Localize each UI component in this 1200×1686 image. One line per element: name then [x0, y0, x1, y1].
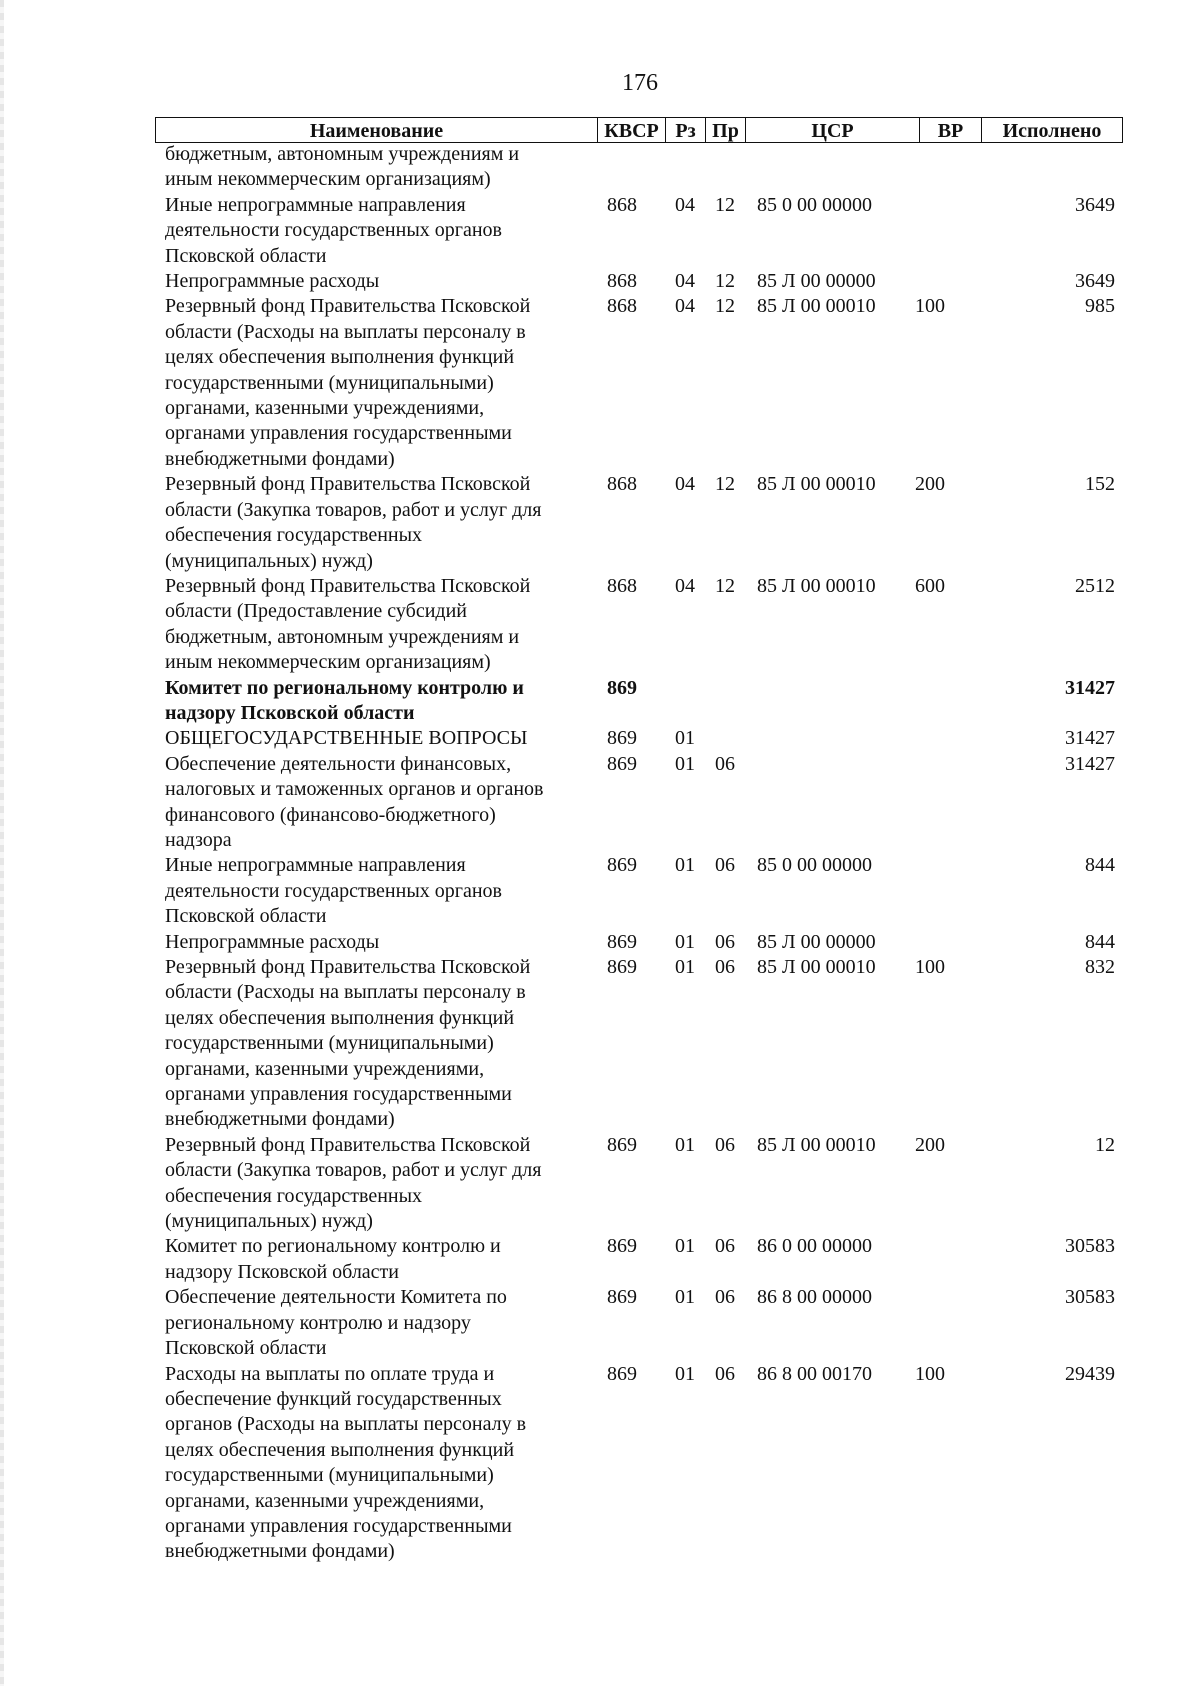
- row-name-line: (муниципальных) нужд): [165, 549, 373, 572]
- row-name-line: Обеспечение деятельности Комитета по: [165, 1286, 507, 1309]
- row-name-line: внебюджетными фондами): [165, 447, 395, 470]
- row-vr: [915, 142, 977, 193]
- row-name-line: органами управления государственными: [165, 1083, 512, 1106]
- row-rz: 04: [675, 473, 695, 496]
- row-vr: [915, 726, 977, 751]
- row-name-line: Резервный фонд Правительства Псковской: [165, 956, 531, 978]
- row-csr: 85 0 00 00000: [757, 193, 872, 216]
- table-row: [165, 1133, 1115, 1235]
- header-vr: ВР: [920, 118, 982, 142]
- row-kvsr: 869: [607, 930, 637, 953]
- row-vr: [915, 752, 977, 854]
- row-rz: 04: [675, 574, 695, 597]
- row-pr: 06: [715, 930, 735, 953]
- row-name-line: внебюджетными фондами): [165, 1108, 395, 1131]
- row-name-line: органов (Расходы на выплаты персоналу в: [165, 1413, 527, 1436]
- row-rz: 01: [675, 1235, 695, 1258]
- row-name-line: Резервный фонд Правительства Псковской: [165, 1133, 531, 1156]
- row-name-line: органами управления государственными: [165, 1514, 512, 1537]
- row-name-line: Расходы на выплаты по оплате труда и: [165, 1362, 495, 1385]
- table-row: [165, 752, 1115, 854]
- table-row: [165, 1362, 1115, 1565]
- row-pr: 12: [715, 295, 735, 318]
- row-name-line: Непрограммные расходы: [165, 270, 380, 293]
- row-rz: 01: [675, 930, 695, 953]
- row-name-line: Резервный фонд Правительства Псковской: [165, 295, 531, 318]
- row-pr: 06: [715, 1362, 735, 1385]
- row-name-line: Псковской области: [165, 244, 327, 267]
- row-name-line: Иные непрограммные направления: [165, 193, 466, 216]
- row-kvsr: 869: [607, 1362, 637, 1385]
- row-csr: [757, 752, 915, 854]
- row-name-line: обеспечения государственных: [165, 524, 423, 547]
- row-name-line: государственными (муниципальными): [165, 1464, 494, 1487]
- scan-edge: [0, 0, 4, 1686]
- row-name-line: Обеспечение деятельности финансовых,: [165, 752, 512, 775]
- row-name: [165, 574, 607, 676]
- row-pr: 12: [715, 574, 735, 597]
- row-name-line: финансового (финансово-бюджетного): [165, 803, 496, 826]
- row-csr: 85 Л 00 00000: [757, 270, 876, 293]
- row-kvsr: 869: [607, 854, 637, 877]
- row-name-line: Непрограммные расходы: [165, 930, 380, 953]
- row-name-line: области (Закупка товаров, работ и услуг для: [165, 498, 542, 521]
- row-done: 2512: [1075, 574, 1115, 597]
- row-vr: 100: [915, 295, 945, 318]
- table-header: [155, 117, 1123, 143]
- row-name-line: Резервный фонд Правительства Псковской: [165, 574, 531, 597]
- row-kvsr: [607, 142, 675, 193]
- row-name-line: области (Закупка товаров, работ и услуг для: [165, 1159, 542, 1182]
- row-csr: 86 8 00 00170: [757, 1362, 872, 1385]
- row-done: 30583: [1065, 1235, 1115, 1258]
- row-name-line: государственными (муниципальными): [165, 1032, 494, 1055]
- row-vr: 600: [915, 574, 945, 597]
- row-vr: 100: [915, 1362, 945, 1385]
- row-pr: 12: [715, 473, 735, 496]
- row-name-line: органами, казенными учреждениями,: [165, 1057, 485, 1080]
- row-csr: 85 0 00 00000: [757, 854, 872, 877]
- row-name: [165, 930, 607, 955]
- row-name: [165, 752, 607, 854]
- row-kvsr: 868: [607, 193, 637, 216]
- row-csr: 86 0 00 00000: [757, 1235, 872, 1258]
- table-row: [165, 1234, 1115, 1285]
- row-name-line: Резервный фонд Правительства Псковской: [165, 473, 531, 496]
- table-row: [165, 294, 1115, 472]
- row-csr: [757, 726, 915, 751]
- table-row: [165, 1285, 1115, 1361]
- row-vr: 100: [915, 956, 945, 978]
- row-done: [977, 142, 1115, 193]
- row-name: [165, 1362, 607, 1565]
- row-name-line: области (Расходы на выплаты персоналу в: [165, 981, 526, 1004]
- row-kvsr: 869: [607, 727, 637, 750]
- row-name-line: иным некоммерческим организациям): [165, 651, 491, 674]
- row-done: 985: [1085, 295, 1115, 318]
- row-pr: 06: [715, 752, 735, 775]
- row-rz: [675, 142, 715, 193]
- row-rz: [675, 676, 715, 727]
- row-done: 31427: [1065, 727, 1115, 750]
- table-row: [165, 955, 1115, 1133]
- row-name-line: надзору Псковской области: [165, 1260, 400, 1283]
- row-name: [165, 1133, 607, 1235]
- row-rz: 04: [675, 193, 695, 216]
- row-pr: 06: [715, 1286, 735, 1309]
- row-name-line: области (Предоставление субсидий: [165, 600, 467, 623]
- row-pr: 06: [715, 956, 735, 978]
- row-name-line: Комитет по региональному контролю и: [165, 1235, 501, 1258]
- row-rz: 01: [675, 854, 695, 877]
- row-vr: [915, 193, 977, 269]
- row-csr: 85 Л 00 00010: [757, 574, 876, 597]
- table-row: [165, 726, 1115, 751]
- row-csr: [757, 676, 915, 727]
- row-done: 152: [1085, 473, 1115, 496]
- row-done: 29439: [1065, 1362, 1115, 1385]
- row-vr: [915, 930, 977, 955]
- row-name-line: надзору Псковской области: [165, 701, 415, 724]
- row-name-line: иным некоммерческим организациям): [165, 168, 491, 191]
- header-done: Исполнено: [1002, 119, 1102, 142]
- row-rz: 01: [675, 1133, 695, 1156]
- row-name-line: обеспечение функций государственных: [165, 1387, 502, 1410]
- row-name-line: надзора: [165, 828, 232, 851]
- row-rz: 01: [675, 1362, 695, 1385]
- row-name-line: ОБЩЕГОСУДАРСТВЕННЫЕ ВОПРОСЫ: [165, 727, 528, 750]
- row-done: 12: [1095, 1133, 1115, 1156]
- row-kvsr: 868: [607, 473, 637, 496]
- header-rz: Рз: [666, 118, 706, 142]
- row-csr: 85 Л 00 00010: [757, 473, 876, 496]
- row-csr: 85 Л 00 00010: [757, 295, 876, 318]
- row-done: 3649: [1075, 193, 1115, 216]
- row-vr: [915, 853, 977, 929]
- header-name: Наименование: [156, 118, 598, 142]
- row-name-line: области (Расходы на выплаты персоналу в: [165, 320, 526, 343]
- header-kvsr: КВСР: [598, 118, 666, 142]
- row-rz: 01: [675, 956, 695, 978]
- row-vr: [915, 269, 977, 294]
- row-done: 31427: [1065, 676, 1115, 699]
- row-pr: [715, 676, 757, 727]
- row-done: 30583: [1065, 1286, 1115, 1309]
- row-rz: 04: [675, 295, 695, 318]
- row-name-line: Комитет по региональному контролю и: [165, 676, 524, 699]
- row-name: [165, 269, 607, 294]
- row-name-line: органами управления государственными: [165, 422, 512, 445]
- row-pr: [715, 726, 757, 751]
- table-row: [165, 193, 1115, 269]
- row-name: [165, 1234, 607, 1285]
- row-pr: 06: [715, 1133, 735, 1156]
- row-name: [165, 726, 607, 751]
- row-name: [165, 676, 607, 727]
- row-csr: 85 Л 00 00000: [757, 930, 876, 953]
- row-name-line: бюджетным, автономным учреждениям и: [165, 143, 520, 165]
- row-kvsr: 869: [607, 752, 637, 775]
- row-kvsr: 869: [607, 956, 637, 978]
- row-kvsr: 868: [607, 295, 637, 318]
- row-csr: 85 Л 00 00010: [757, 956, 876, 978]
- row-name-line: региональному контролю и надзору: [165, 1311, 471, 1334]
- row-name-line: (муниципальных) нужд): [165, 1210, 373, 1233]
- row-name-line: обеспечения государственных: [165, 1184, 423, 1207]
- row-rz: 01: [675, 1286, 695, 1309]
- row-kvsr: 869: [607, 676, 637, 699]
- row-name-line: деятельности государственных органов: [165, 879, 502, 902]
- row-rz: 01: [675, 727, 695, 750]
- row-done: 31427: [1065, 752, 1115, 775]
- row-name-line: Псковской области: [165, 905, 327, 928]
- table-body: [165, 142, 1115, 1565]
- row-pr: 12: [715, 193, 735, 216]
- row-name: [165, 193, 607, 269]
- header-pr: Пр: [706, 118, 746, 142]
- row-done: 3649: [1075, 270, 1115, 293]
- row-pr: 06: [715, 1235, 735, 1258]
- row-done: 844: [1085, 930, 1115, 953]
- row-pr: 06: [715, 854, 735, 877]
- row-name-line: целях обеспечения выполнения функций: [165, 1006, 515, 1029]
- row-name-line: органами, казенными учреждениями,: [165, 397, 485, 420]
- row-name-line: Иные непрограммные направления: [165, 854, 466, 877]
- row-kvsr: 868: [607, 574, 637, 597]
- row-kvsr: 869: [607, 1286, 637, 1309]
- table-row: [165, 853, 1115, 929]
- row-csr: 85 Л 00 00010: [757, 1133, 876, 1156]
- row-name: [165, 142, 607, 193]
- row-vr: 200: [915, 1133, 945, 1156]
- row-pr: [715, 142, 757, 193]
- row-name: [165, 853, 607, 929]
- row-name: [165, 955, 607, 1133]
- row-done: 844: [1085, 854, 1115, 877]
- row-vr: [915, 676, 977, 727]
- table-row: [165, 930, 1115, 955]
- row-name: [165, 472, 607, 574]
- row-name-line: целях обеспечения выполнения функций: [165, 1438, 515, 1461]
- row-name-line: бюджетным, автономным учреждениям и: [165, 625, 520, 648]
- row-vr: 200: [915, 473, 945, 496]
- row-csr: [757, 142, 915, 193]
- row-name-line: государственными (муниципальными): [165, 371, 494, 394]
- row-done: 832: [1085, 956, 1115, 978]
- header-csr: ЦСР: [746, 118, 920, 142]
- row-vr: [915, 1285, 977, 1361]
- row-name: [165, 294, 607, 472]
- table-row: [165, 142, 1115, 193]
- row-name-line: органами, казенными учреждениями,: [165, 1489, 485, 1512]
- row-pr: 12: [715, 270, 735, 293]
- table-row: [165, 269, 1115, 294]
- row-csr: 86 8 00 00000: [757, 1286, 872, 1309]
- row-kvsr: 869: [607, 1235, 637, 1258]
- row-name-line: налоговых и таможенных органов и органов: [165, 778, 544, 801]
- row-rz: 04: [675, 270, 695, 293]
- row-name-line: целях обеспечения выполнения функций: [165, 346, 515, 369]
- table-row: [165, 676, 1115, 727]
- row-name-line: внебюджетными фондами): [165, 1540, 395, 1563]
- row-rz: 01: [675, 752, 695, 775]
- row-name-line: Псковской области: [165, 1337, 327, 1360]
- row-vr: [915, 1234, 977, 1285]
- page-number: 176: [622, 70, 658, 96]
- row-kvsr: 869: [607, 1133, 637, 1156]
- table-row: [165, 574, 1115, 676]
- row-name-line: деятельности государственных органов: [165, 219, 502, 242]
- row-kvsr: 868: [607, 270, 637, 293]
- row-name: [165, 1285, 607, 1361]
- table-row: [165, 472, 1115, 574]
